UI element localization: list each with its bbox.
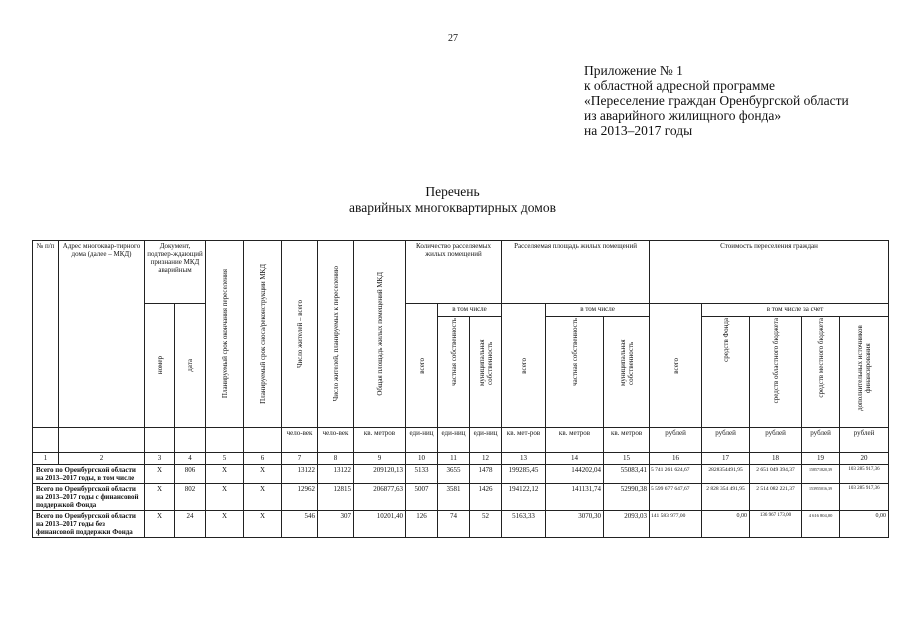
column-number: 14 — [546, 453, 604, 465]
data-cell: 194122,12 — [502, 484, 546, 511]
data-cell: 141131,74 — [546, 484, 604, 511]
data-cell: 158571820,39 — [802, 465, 840, 484]
data-cell: 1478 — [470, 465, 502, 484]
unit-cell — [145, 428, 175, 453]
title-line-2: аварийных многоквартирных домов — [349, 200, 556, 215]
header-planned-demolition: Планируемый срок сноса/реконструкции МКД — [244, 241, 282, 428]
unit-cell: рублей — [750, 428, 802, 453]
header-rooms-municipal: муниципальная собственность — [470, 317, 502, 428]
data-cell: 1426 — [470, 484, 502, 511]
header-no: № п/п — [33, 241, 59, 428]
header-document: Документ, подтвер-ждающий признание МКД аварийным — [145, 241, 206, 304]
header-cost-local: средств местного бюджета — [802, 317, 840, 428]
data-cell: 103 285 917,36 — [840, 465, 889, 484]
unit-cell: чело-век — [318, 428, 354, 453]
appendix-line: Приложение № 1 — [584, 63, 683, 78]
header-cost-regional: средств областного бюджета — [750, 317, 802, 428]
column-number: 7 — [282, 453, 318, 465]
appendix-line: «Переселение граждан Оренбургской области — [584, 93, 849, 108]
title-line-1: Перечень — [425, 184, 480, 199]
data-cell: X — [206, 465, 244, 484]
data-cell: 2828354491,95 — [702, 465, 750, 484]
column-number: 3 — [145, 453, 175, 465]
column-number: 9 — [354, 453, 406, 465]
data-cell: 2 828 354 491,95 — [702, 484, 750, 511]
data-cell: 5007 — [406, 484, 438, 511]
header-cost-additional: дополнительных источников финансирования — [840, 317, 889, 428]
column-number: 15 — [604, 453, 650, 465]
data-cell: X — [145, 484, 175, 511]
unit-cell — [206, 428, 244, 453]
data-cell: 3655 — [438, 465, 470, 484]
data-cell: 136 967 173,00 — [750, 511, 802, 538]
data-cell: 2 514 082 221,37 — [750, 484, 802, 511]
data-cell: 24 — [175, 511, 206, 538]
unit-cell: рублей — [802, 428, 840, 453]
data-cell: 74 — [438, 511, 470, 538]
column-number: 5 — [206, 453, 244, 465]
header-residents-planned: Число жителей, планируемых к переселению — [318, 241, 354, 428]
data-cell: 55083,41 — [604, 465, 650, 484]
document-title — [300, 184, 605, 216]
column-number: 4 — [175, 453, 206, 465]
column-number: 2 — [59, 453, 145, 465]
data-cell: 5 599 677 647,67 — [650, 484, 702, 511]
unit-cell: рублей — [650, 428, 702, 453]
appendix-line: на 2013–2017 годы — [584, 123, 693, 138]
data-cell: X — [244, 484, 282, 511]
data-cell: 3581 — [438, 484, 470, 511]
data-cell: 13122 — [282, 465, 318, 484]
header-total-area: Общая площадь жилых помещений МКД — [354, 241, 406, 428]
column-number: 17 — [702, 453, 750, 465]
row-label: Всего по Оренбургской области на 2013–2017 годы с финансовой поддержкой Фонда — [33, 484, 145, 511]
appendix-line: к областной адресной программе — [584, 78, 775, 93]
data-cell: 2093,03 — [604, 511, 650, 538]
header-residents-total: Число жителей – всего — [282, 241, 318, 428]
data-cell: 806 — [175, 465, 206, 484]
row-label: Всего по Оренбургской области на 2013–2017 годы, в том числе — [33, 465, 145, 484]
data-cell: X — [244, 511, 282, 538]
data-cell: 12962 — [282, 484, 318, 511]
data-cell: 209120,13 — [354, 465, 406, 484]
data-cell: 153955016,39 — [802, 484, 840, 511]
unit-cell: чело-век — [282, 428, 318, 453]
data-cell: 3070,30 — [546, 511, 604, 538]
header-rooms-private: частная собственность — [438, 317, 470, 428]
data-cell: 4 616 804,00 — [802, 511, 840, 538]
column-number: 1 — [33, 453, 59, 465]
column-number: 13 — [502, 453, 546, 465]
header-doc-number: номер — [145, 304, 175, 428]
data-cell: 5133 — [406, 465, 438, 484]
header-rooms-count: Количество расселяемых жилых помещений — [406, 241, 502, 304]
data-cell: 13122 — [318, 465, 354, 484]
data-cell: X — [206, 511, 244, 538]
column-number: 12 — [470, 453, 502, 465]
data-cell: 0,00 — [702, 511, 750, 538]
data-cell: 2 651 049 394,37 — [750, 465, 802, 484]
header-cost-total: всего — [650, 304, 702, 428]
unit-cell: кв. метров — [546, 428, 604, 453]
table-row — [33, 465, 889, 484]
data-cell: 5 741 261 624,67 — [650, 465, 702, 484]
data-cell: 10201,40 — [354, 511, 406, 538]
unit-cell: кв. мет-ров — [502, 428, 546, 453]
unit-cell: еди-ниц — [470, 428, 502, 453]
emergency-houses-table — [32, 240, 889, 538]
unit-cell — [175, 428, 206, 453]
column-number: 6 — [244, 453, 282, 465]
data-cell: 5163,33 — [502, 511, 546, 538]
appendix-block — [584, 63, 849, 138]
header-cost-fund: средств Фонда — [702, 317, 750, 428]
column-number: 18 — [750, 453, 802, 465]
header-address: Адрес многоквар-тирного дома (далее – МКД) — [59, 241, 145, 428]
column-number: 19 — [802, 453, 840, 465]
data-cell: 52990,38 — [604, 484, 650, 511]
header-area-total: всего — [502, 304, 546, 428]
header-area-municipal: муниципальная собственность — [604, 317, 650, 428]
unit-cell: еди-ниц — [406, 428, 438, 453]
page-number: 27 — [448, 33, 458, 44]
data-cell: 103 285 917,36 — [840, 484, 889, 511]
data-cell: X — [145, 511, 175, 538]
column-number: 20 — [840, 453, 889, 465]
row-label: Всего по Оренбургской области на 2013–2017 годы без финансовой поддержки Фонда — [33, 511, 145, 538]
header-cost: Стоимость переселения граждан — [650, 241, 889, 304]
header-rooms-incl: в том числе — [438, 304, 502, 317]
unit-cell — [59, 428, 145, 453]
column-numbers-row — [33, 453, 889, 465]
header-area-incl: в том числе — [546, 304, 650, 317]
table-row — [33, 484, 889, 511]
header-area-resettled: Расселяемая площадь жилых помещений — [502, 241, 650, 304]
column-number: 11 — [438, 453, 470, 465]
data-cell: X — [244, 465, 282, 484]
data-cell: X — [206, 484, 244, 511]
data-cell: 546 — [282, 511, 318, 538]
data-cell: 144202,04 — [546, 465, 604, 484]
data-cell: 307 — [318, 511, 354, 538]
appendix-line: из аварийного жилищного фонда» — [584, 108, 782, 123]
header-cost-incl: в том числе за счет — [702, 304, 889, 317]
data-cell: 141 583 977,00 — [650, 511, 702, 538]
data-cell: 206877,63 — [354, 484, 406, 511]
header-area-private: частная собственность — [546, 317, 604, 428]
column-number: 8 — [318, 453, 354, 465]
data-cell: 802 — [175, 484, 206, 511]
data-cell: 126 — [406, 511, 438, 538]
column-number: 16 — [650, 453, 702, 465]
column-number: 10 — [406, 453, 438, 465]
data-cell: 52 — [470, 511, 502, 538]
data-cell: X — [145, 465, 175, 484]
unit-cell: кв. метров — [604, 428, 650, 453]
header-planned-end: Планируемый срок окончания переселения — [206, 241, 244, 428]
table-row — [33, 511, 889, 538]
units-row — [33, 428, 889, 453]
header-rooms-total: всего — [406, 304, 438, 428]
data-cell: 199285,45 — [502, 465, 546, 484]
unit-cell: рублей — [702, 428, 750, 453]
data-cell: 12815 — [318, 484, 354, 511]
unit-cell: рублей — [840, 428, 889, 453]
unit-cell — [244, 428, 282, 453]
data-cell: 0,00 — [840, 511, 889, 538]
header-doc-date: дата — [175, 304, 206, 428]
unit-cell — [33, 428, 59, 453]
unit-cell: кв. метров — [354, 428, 406, 453]
unit-cell: еди-ниц — [438, 428, 470, 453]
